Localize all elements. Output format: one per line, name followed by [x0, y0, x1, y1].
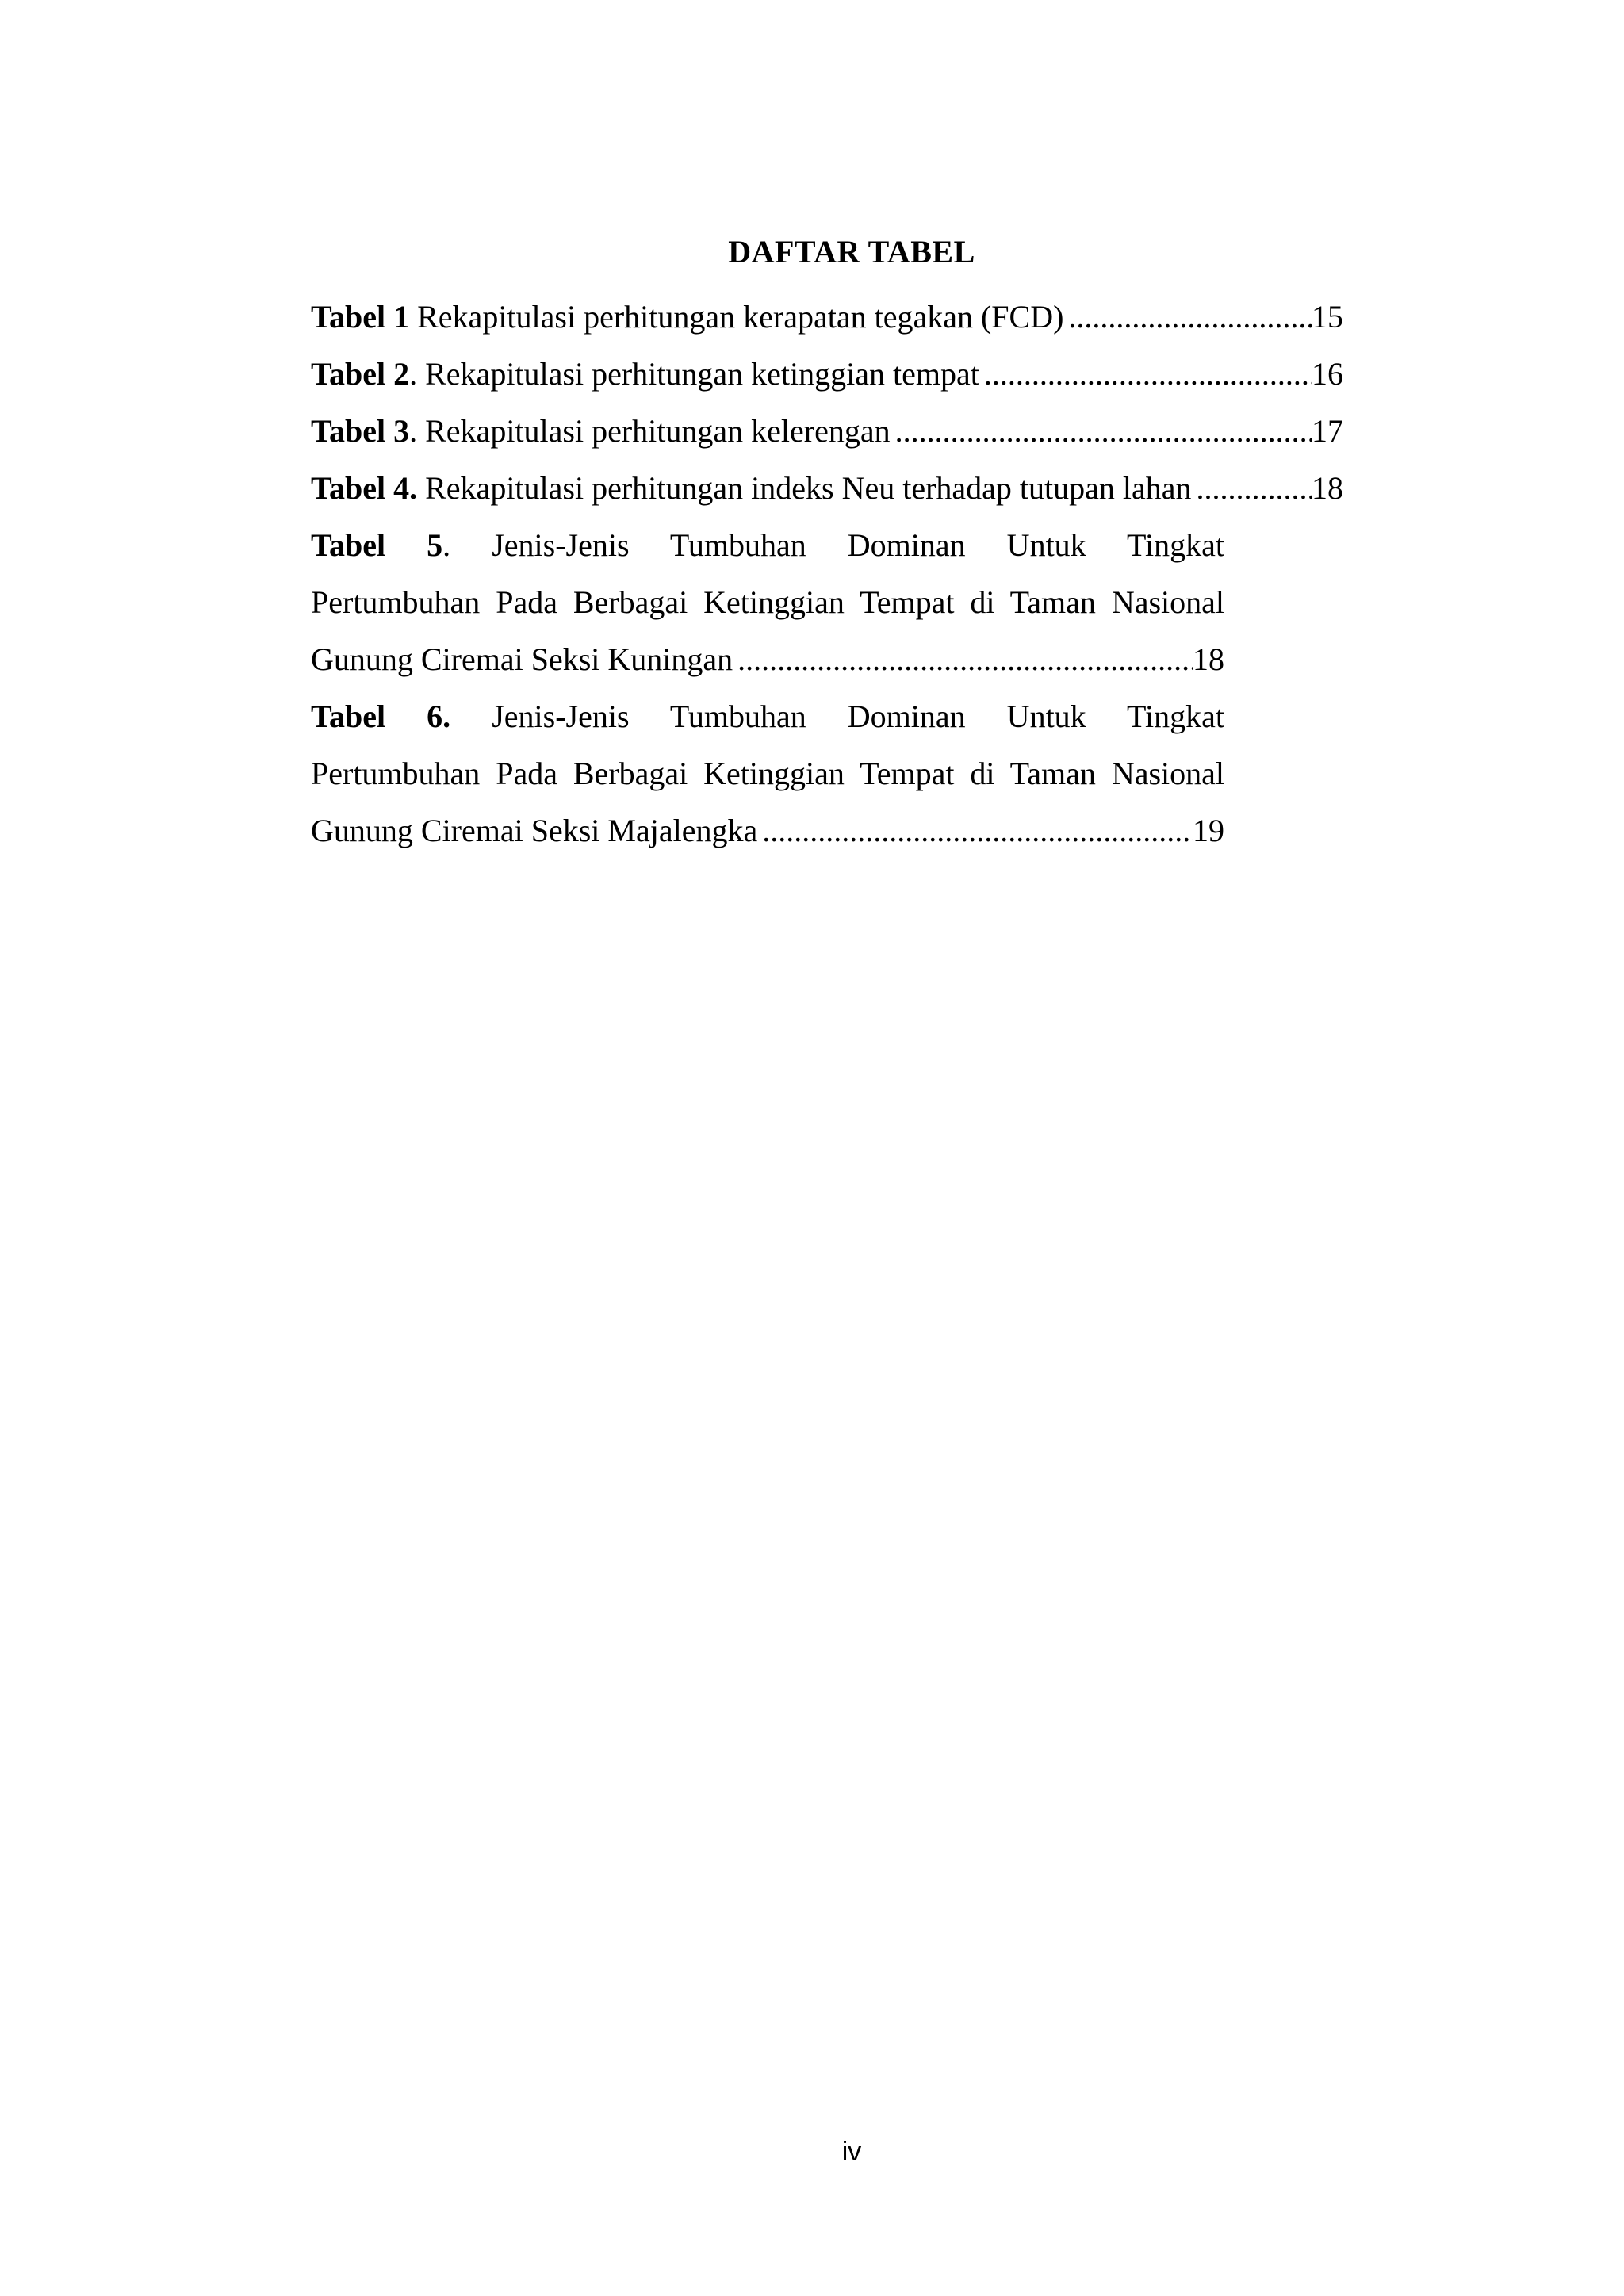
dot-leader — [1192, 460, 1312, 517]
entry-page-number: 16 — [1312, 356, 1343, 392]
entry-label: Tabel 4. — [311, 470, 418, 506]
entry-label: Tabel 6. — [311, 698, 451, 734]
entry-title: Rekapitulasi perhitungan kerapatan tegakan (FCD) — [409, 299, 1064, 335]
page-number: iv — [841, 2137, 862, 2167]
dot-leader — [733, 631, 1193, 688]
entry-label: Tabel 1 — [311, 299, 410, 335]
entry-title: . Rekapitulasi perhitungan ketinggian tempat — [409, 356, 979, 392]
toc-entry-tabel-5-line-1[interactable] — [311, 517, 1224, 574]
dot-leader — [1063, 289, 1312, 346]
entry-title-line-1: . Jenis-Jenis Tumbuhan Dominan Untuk Tingkat — [442, 527, 1224, 563]
dot-leader — [891, 403, 1312, 460]
entry-page-number: 18 — [1193, 641, 1224, 677]
entry-label: Tabel 3 — [311, 413, 410, 449]
entry-title: Rekapitulasi perhitungan indeks Neu terhadap tutupan lahan — [417, 470, 1192, 506]
toc-entry-tabel-2[interactable] — [311, 346, 1343, 403]
entry-page-number: 15 — [1312, 299, 1343, 335]
toc-entry-tabel-3[interactable] — [311, 403, 1343, 460]
toc-entry-tabel-4[interactable] — [311, 460, 1343, 517]
toc-entry-tabel-6-line-3[interactable] — [311, 802, 1224, 859]
entry-label: Tabel 2 — [311, 356, 410, 392]
entry-page-number: 19 — [1193, 813, 1224, 848]
entry-page-number: 17 — [1312, 413, 1343, 449]
toc-entry-tabel-5-line-2[interactable] — [311, 574, 1224, 631]
entry-title-line-2: Pertumbuhan Pada Berbagai Ketinggian Tempat di Taman Nasional — [311, 756, 1224, 791]
entry-title-line-3: Gunung Ciremai Seksi Kuningan — [311, 641, 733, 677]
dot-leader — [979, 346, 1312, 403]
toc-entry-tabel-6-line-2[interactable] — [311, 745, 1224, 802]
entry-title-line-2: Pertumbuhan Pada Berbagai Ketinggian Tempat di Taman Nasional — [311, 584, 1224, 620]
entry-title-line-3: Gunung Ciremai Seksi Majalengka — [311, 813, 758, 848]
entry-label: Tabel 5 — [311, 527, 443, 563]
dot-leader — [757, 802, 1193, 859]
entry-page-number: 18 — [1312, 470, 1343, 506]
toc-entry-tabel-5-line-3[interactable] — [311, 631, 1224, 688]
entry-title-line-1: Jenis-Jenis Tumbuhan Dominan Untuk Tingkat — [450, 698, 1224, 734]
toc-entry-tabel-1[interactable] — [311, 289, 1343, 346]
toc-entry-tabel-6-line-1[interactable] — [311, 688, 1224, 745]
entry-title: . Rekapitulasi perhitungan kelerengan — [409, 413, 891, 449]
document-page: DAFTAR TABEL Tabel 1 Rekapitulasi perhitungan kerapatan tegakan (FCD) ..... 15 Tabel 2. Rekapitulasi perhitungan ketinggian tempat ..... 16 Tabel 3. Rekapitulasi perhitungan kelerengan ..... 17 Tabel 4. Rekapitulasi perhitungan indeks Neu terhadap tutupan lahan ..... 18 Tabel 5. Jenis-Jenis Tumbuhan Dominan Untuk Tingkat Pertumbuhan Pada Berbagai Ketinggian Tempat di Taman Nasional Gunung Ciremai Seksi Kuningan ..... 18 Tabel 6. Jenis-Jenis Tumbuhan Dominan Untuk Tingkat Pertumbuhan Pada Berbagai Ketinggian Tempat di Taman Nasional Gunung Ciremai Seksi Majalengka ..... 19 iv — [0, 0, 1624, 2296]
